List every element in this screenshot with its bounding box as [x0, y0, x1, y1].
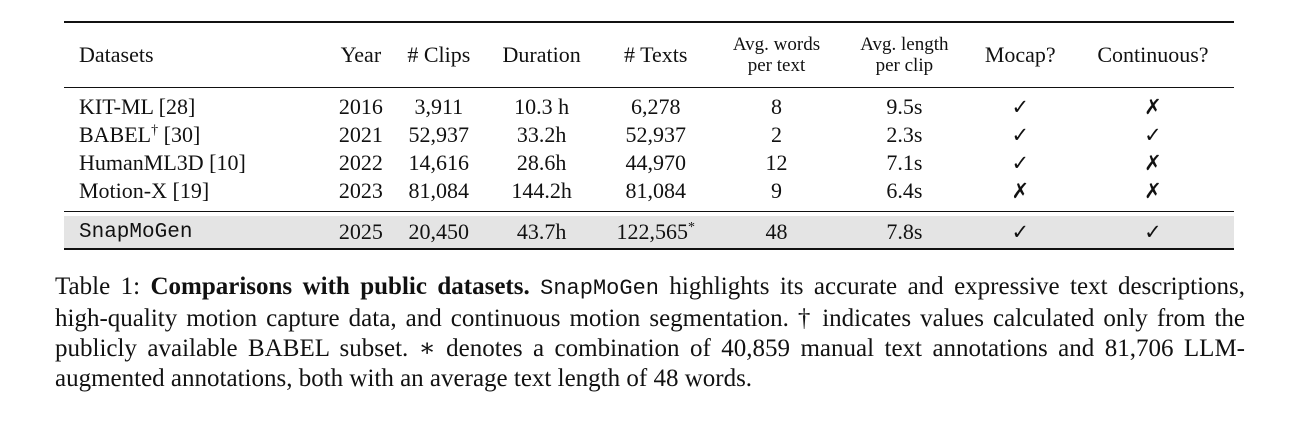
header-avg-words-line1: Avg. words [732, 34, 821, 55]
cell-dataset: Motion-X [19] [79, 178, 210, 203]
asterisk-mark: * [688, 220, 695, 235]
header-clips: # Clips [407, 42, 471, 67]
cell-continuous-cross-icon: ✗ [1144, 178, 1162, 203]
table-row-highlighted [64, 216, 1234, 249]
header-avg-length-line2: per clip [875, 55, 934, 76]
cell-mocap-check-icon: ✓ [1011, 122, 1030, 147]
header-duration: Duration [502, 42, 581, 67]
cell-avg-length: 9.5s [886, 94, 923, 119]
cell-avg-length: 7.8s [840, 216, 969, 249]
cell-avg-words: 8 [770, 94, 782, 119]
table-header-row [64, 22, 1234, 88]
header-continuous: Continuous? [1097, 42, 1209, 67]
cell-avg-words: 12 [765, 150, 788, 175]
cell-avg-length: 7.1s [886, 150, 923, 175]
header-avg-words-line2: per text [747, 55, 806, 76]
comparison-table-container [64, 21, 1234, 250]
cell-mocap-check-icon: ✓ [1011, 94, 1030, 119]
table-row [64, 177, 1234, 212]
comparison-table [64, 21, 1234, 250]
cell-clips: 20,450 [393, 216, 485, 249]
cell-clips: 81,084 [408, 178, 470, 203]
cell-dataset: KIT-ML [28] [79, 94, 196, 119]
cell-mocap-check-icon: ✓ [1011, 150, 1030, 175]
table-row [64, 149, 1234, 177]
header-mocap: Mocap? [984, 42, 1056, 67]
cell-texts: 52,937 [625, 122, 686, 147]
cell-avg-length: 2.3s [886, 122, 923, 147]
cell-year: 2021 [338, 122, 383, 147]
table-row [64, 88, 1234, 122]
cell-year: 2025 [329, 216, 393, 249]
dagger-mark: † [151, 123, 159, 138]
header-avg-length-line1: Avg. length [860, 34, 949, 55]
cell-texts [599, 216, 713, 249]
caption-label: Table 1: [55, 273, 151, 300]
cell-mocap-check-icon: ✓ [969, 216, 1072, 249]
table-row [64, 121, 1234, 149]
table-caption [55, 272, 1245, 394]
cell-texts: 81,084 [625, 178, 686, 203]
cell-duration: 33.2h [516, 122, 567, 147]
cell-clips: 52,937 [408, 122, 470, 147]
table-body [64, 88, 1234, 212]
cell-clips: 14,616 [408, 150, 470, 175]
cell-dataset [64, 121, 329, 149]
cell-continuous-cross-icon: ✗ [1144, 94, 1162, 119]
header-year: Year [340, 42, 382, 67]
cell-texts-value: 122,565 [616, 219, 688, 244]
cell-avg-length: 6.4s [886, 178, 923, 203]
cell-dataset-snapmogen: SnapMoGen [64, 216, 329, 249]
cell-year: 2023 [338, 178, 383, 203]
caption-body: highlights its accurate and expressive text descriptions, high-quality motion capture data, and continuous motion segmentation. † indicates values calculated only from the publicly available BABEL subset. ∗ denotes a combination of 40,859 manual text annotations and 81,706 LLM-augmented annotations, both with an average text length of 48 words. [55, 273, 1246, 392]
cell-duration: 28.6h [516, 150, 567, 175]
cell-clips: 3,911 [414, 94, 464, 119]
table-highlight-body [64, 212, 1234, 250]
header-avg-length [840, 22, 969, 88]
cell-duration: 144.2h [511, 178, 572, 203]
cell-dataset-ref: [30] [158, 122, 201, 147]
cell-texts: 6,278 [631, 94, 681, 119]
cell-continuous-check-icon: ✓ [1072, 216, 1234, 249]
cell-mocap-cross-icon: ✗ [1011, 178, 1030, 203]
cell-avg-words: 48 [713, 216, 840, 249]
caption-bold-title: Comparisons with public datasets. [150, 273, 530, 300]
header-texts: # Texts [624, 42, 688, 67]
cell-duration: 43.7h [485, 216, 599, 249]
cell-continuous-check-icon: ✓ [1144, 122, 1162, 147]
cell-avg-words: 9 [770, 178, 782, 203]
cell-avg-words: 2 [770, 122, 782, 147]
cell-year: 2022 [338, 150, 383, 175]
header-datasets: Datasets [79, 42, 154, 67]
cell-texts: 44,970 [625, 150, 686, 175]
cell-continuous-cross-icon: ✗ [1144, 150, 1162, 175]
caption-dataset-name: SnapMoGen [540, 276, 659, 301]
header-avg-words [713, 22, 840, 88]
cell-dataset-name: BABEL [79, 122, 152, 147]
cell-duration: 10.3 h [514, 94, 570, 119]
cell-year: 2016 [338, 94, 383, 119]
cell-dataset: HumanML3D [10] [79, 150, 246, 175]
